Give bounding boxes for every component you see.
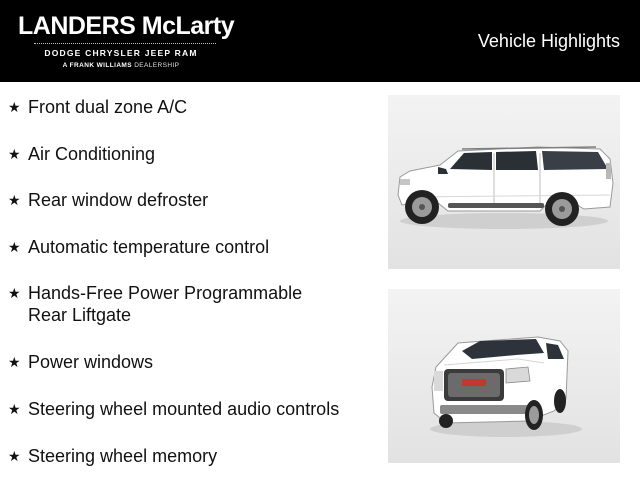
- feature-label: Hands-Free Power Programmable Rear Liftgate: [28, 283, 303, 325]
- star-icon: ★: [8, 146, 21, 162]
- suv-side-illustration: [388, 95, 620, 269]
- star-icon: ★: [8, 285, 21, 301]
- star-icon: ★: [8, 354, 21, 370]
- list-item: [6, 282, 376, 326]
- list-item: [6, 398, 376, 420]
- vehicle-side-photo[interactable]: [388, 95, 620, 269]
- star-icon: ★: [8, 192, 21, 208]
- dealer-logo[interactable]: [14, 8, 235, 74]
- star-icon: ★: [8, 401, 21, 417]
- list-item: [6, 96, 376, 118]
- star-icon: ★: [8, 99, 21, 115]
- header-bar: [0, 0, 640, 82]
- logo-divider: [34, 43, 216, 44]
- vehicle-front-photo[interactable]: [388, 289, 620, 463]
- logo-brands: DODGE CHRYSLER JEEP RAM: [44, 48, 198, 58]
- feature-label: Steering wheel memory: [28, 446, 218, 466]
- list-item: [6, 351, 376, 373]
- list-item: [6, 189, 376, 211]
- list-item: [6, 445, 376, 467]
- feature-label: Automatic temperature control: [28, 237, 270, 257]
- star-icon: ★: [8, 448, 21, 464]
- feature-label: Front dual zone A/C: [28, 97, 188, 117]
- logo-tagline-prefix: A FRANK WILLIAMS: [62, 62, 132, 69]
- logo-tagline-suffix: DEALERSHIP: [134, 62, 180, 69]
- feature-label: Air Conditioning: [28, 144, 156, 164]
- star-icon: ★: [8, 239, 21, 255]
- suv-front-illustration: [388, 289, 620, 463]
- logo-tagline: [14, 62, 228, 69]
- list-item: [6, 143, 376, 165]
- list-item: [6, 236, 376, 258]
- feature-label: Power windows: [28, 352, 154, 372]
- feature-label: Steering wheel mounted audio controls: [28, 399, 340, 419]
- feature-label: Rear window defroster: [28, 190, 209, 210]
- logo-name: LANDERS McLarty: [18, 12, 235, 40]
- page-title: Vehicle Highlights: [477, 31, 620, 51]
